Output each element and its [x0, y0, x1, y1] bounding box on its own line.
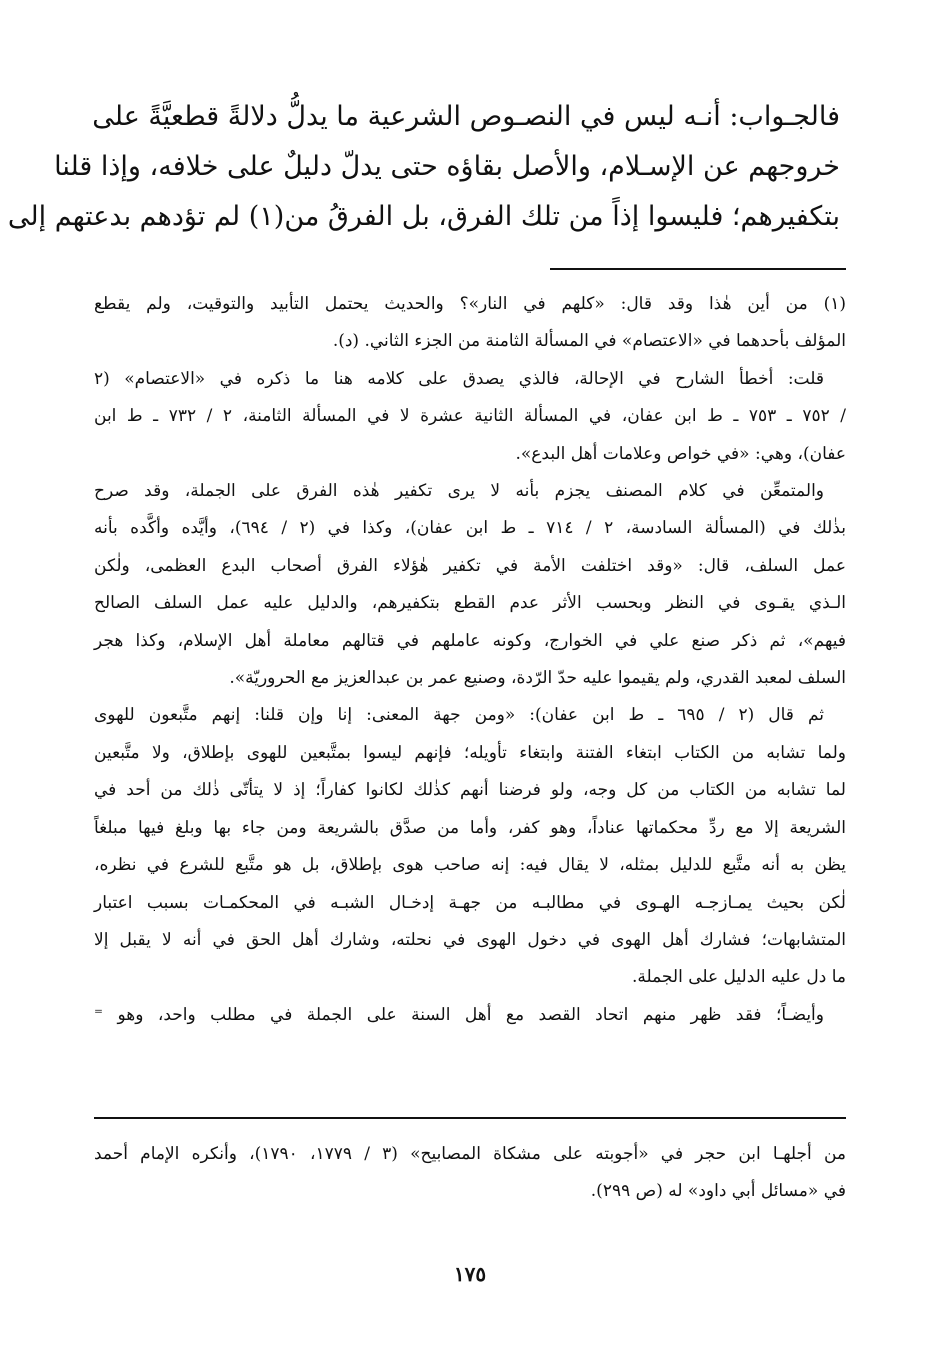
footnotes-section: [94, 286, 846, 1034]
footnote-line: (١) من أين هٰذا وقد قال: «كلهم في النار»؟ والحديث يحتمل التأبيد والتوقيت، ولم يقطع: [94, 294, 846, 314]
main-text-line: خروجهم عن الإسـلام، والأصل بقاؤه حتى يدلّ دليلٌ على خلافه، وإذا قلنا: [54, 151, 840, 182]
footnote-line: المتشابهات؛ فشارك أهل الهوى في دخول الهوى في نحلته، وشارك أهل الحق في أنه لا يقبل إلا: [94, 929, 846, 950]
main-text-line: بتكفيرهم؛ فليسوا إذاً من تلك الفرق، بل الفرقُ من(١) لم تؤدهم بدعتهم إلى: [7, 201, 840, 232]
footnotes-continuation: [94, 1136, 846, 1210]
footnote-line: يظن به أنه متَّبع للدليل بمثله، لا يقال فيه: إنه صاحب هوى بإطلاق، بل هو متَّبع للشرع في نظره،: [94, 855, 846, 876]
footnote-line: والمتمعِّن في كلام المصنف يجزم بأنه لا يرى تكفير هٰذه الفرق على الجملة، وقد صرح: [94, 481, 824, 502]
footnote-line: عفان)، وهي: «في خواص وعلامات أهل البدع».: [515, 443, 846, 464]
footnote-line: في «مسائل أبي داود» له (ص ٢٩٩).: [590, 1181, 846, 1201]
footnote-continuation-separator: [94, 1117, 846, 1119]
main-text-line: فالجـواب: أنـه ليس في النصـوص الشرعية ما يدلُّ دلالةً قطعيَّةً على: [92, 101, 840, 132]
footnote-line: لٰكن بحيث يمـازجـه الهـوى في مطالبـه من جهـة إدخـال الشبـه في المحكمـات بسبب اعتبار: [94, 892, 846, 913]
footnote-line: بذٰلك في (المسألة السادسة، ٢ / ٧١٤ ـ ط ابن عفان)، وكذا في (٢ / ٦٩٤)، وأيَّده وأكَّده بأنه: [94, 518, 847, 539]
footnote-line: فيهم»، ثم ذكر صنع علي في الخوارج، وكونه عاملهم في قتالهم معاملة أهل الإسلام، وكذا هجر: [94, 630, 846, 651]
footnote-line: السلف لمعبد القدري، ولم يقيموا عليه حدّ الرّدة، وصنيع عمر بن عبدالعزيز مع الحروريّة».: [229, 668, 846, 689]
footnote-line: عمل السلف، قال: «وقد اختلفت الأمة في تكفير هٰؤلاء الفرق أصحاب البدع العظمى، ولٰكن: [94, 555, 846, 576]
footnote-line: وأيضـاً؛ فقد ظهر منهم اتحاد القصد مع أهل السنة على الجملة في مطلب واحد، وهو ⁼: [94, 1004, 824, 1025]
footnote-line: ما دل عليه الدليل على الجملة.: [631, 967, 846, 988]
main-text: [7, 92, 840, 242]
footnote-separator: [550, 268, 846, 270]
footnote-line: الشريعة إلا مع ردِّ محكماتها عناداً، وهو كفر، وأما من صدَّق بالشريعة ومن جاء بها وبلغ فيها مبلغاً: [94, 817, 846, 838]
footnote-line: ثم قال (٢ / ٦٩٥ ـ ط ابن عفان): «ومن جهة المعنى: إنا وإن قلنا: إنهم متَّبعون للهوى: [94, 705, 824, 726]
footnote-line: الـذي يقـوى في النظر وبحسب الأثر عدم القطع بتكفيرهم، والدليل عليه عمل السلف الصالح: [94, 593, 846, 614]
footnote-line: المؤلف بأحدهما في «الاعتصام» في المسألة الثامنة من الجزء الثاني. (د).: [332, 331, 846, 352]
footnote-line: لما تشابه من الكتاب من كل وجه، ولو فرضنا أنهم كذٰلك لكانوا كفاراً؛ إذ لا يتأتّى ذٰلك من أحد في: [94, 780, 846, 801]
footnote-line: ولما تشابه من الكتاب ابتغاء الفتنة وابتغاء تأويله؛ فإنهم ليسوا بمتَّبعين للهوى بإطلاق، ولا متَّبعين: [94, 742, 846, 763]
footnote-line: / ٧٥٢ ـ ٧٥٣ ـ ط ابن عفان، في المسألة الثانية عشرة لا في المسألة الثامنة، ٢ / ٧٣٢ ـ ط ابن: [94, 406, 846, 427]
footnote-line: من أجلهـا ابن حجر في «أجوبته على مشكاة المصابيح» (٣ / ١٧٧٩، ١٧٩٠)، وأنكره الإمام أحمد: [94, 1144, 846, 1164]
page-number: ١٧٥: [453, 1262, 487, 1286]
footnote-line: قلت: أخطأ الشارح في الإحالة، فالذي يصدق على كلامه هنا ما ذكره في «الاعتصام» (٢: [94, 368, 824, 389]
